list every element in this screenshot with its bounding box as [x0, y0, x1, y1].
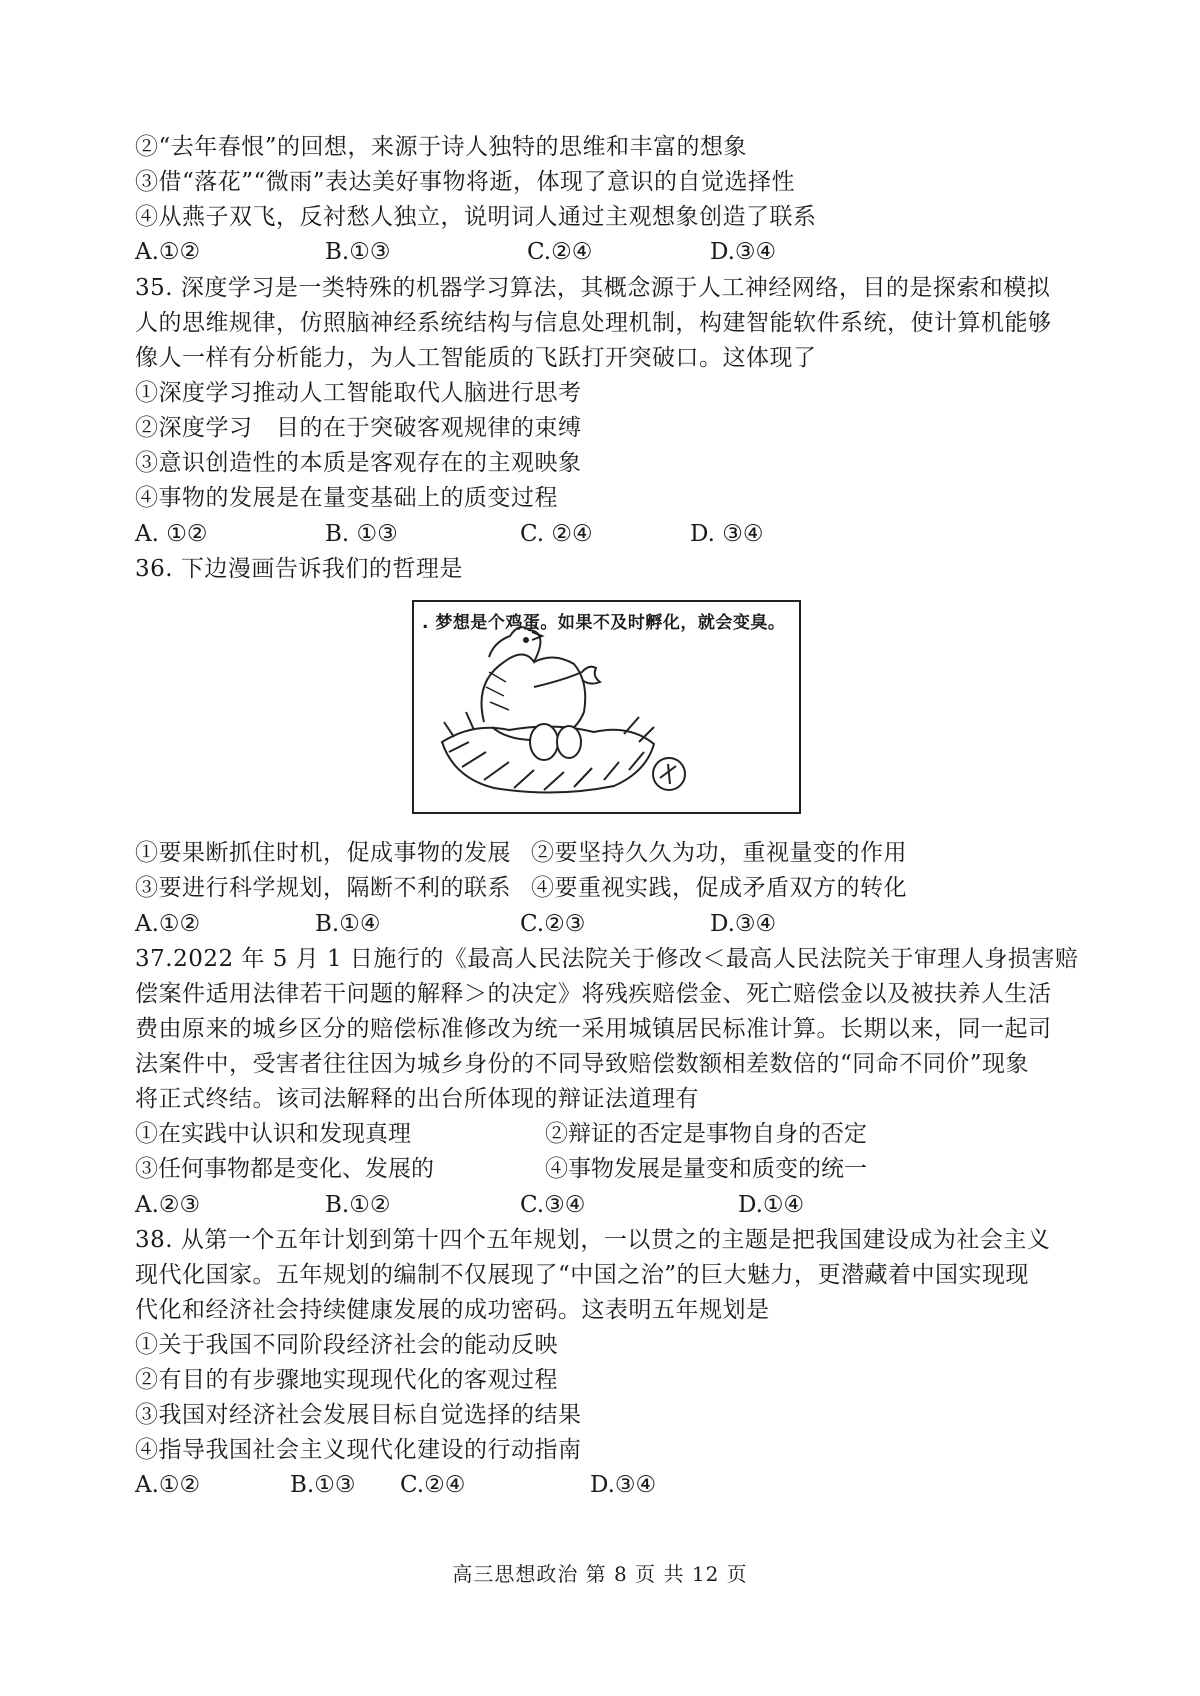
option-c: C.②④	[527, 239, 593, 265]
question-37-stem: 法案件中，受害者往往因为城乡身份的不同导致赔偿数额相差数倍的“同命不同价”现象	[135, 1051, 1030, 1077]
option-d: D.①④	[738, 1192, 805, 1218]
option-a: A.①②	[135, 911, 201, 937]
choice-line: ④从燕子双飞，反衬愁人独立，说明词人通过主观想象创造了联系	[135, 204, 817, 230]
option-d: D. ③④	[690, 521, 764, 547]
option-b: B.①③	[290, 1472, 356, 1498]
comic-illustration	[412, 600, 801, 814]
question-38-choice: ②有目的有步骤地实现现代化的客观过程	[135, 1367, 558, 1393]
option-d: D.③④	[710, 239, 777, 265]
option-c: C.②④	[400, 1472, 466, 1498]
question-37-choice: ④事物发展是量变和质变的统一	[545, 1156, 867, 1182]
question-35-choice: ③意识创造性的本质是客观存在的主观映象	[135, 450, 582, 476]
option-b: B.①②	[325, 1192, 391, 1218]
question-36-choice-row	[135, 872, 907, 904]
option-a: A.①②	[135, 1472, 201, 1498]
question-35-choice: ②深度学习 目的在于突破客观规律的束缚	[135, 415, 582, 441]
question-37-stem: 偿案件适用法律若干问题的解释＞的决定》将残疾赔偿金、死亡赔偿金以及被扶养人生活	[135, 981, 1052, 1007]
question-38-stem: 38. 从第一个五年计划到第十四个五年规划，一以贯之的主题是把我国建设成为社会主义	[135, 1227, 1051, 1253]
comic-caption: . 梦想是个鸡蛋。如果不及时孵化，就会变臭。	[422, 613, 786, 633]
question-35-stem: 像人一样有分析能力，为人工智能质的飞跃打开突破口。这体现了	[135, 345, 817, 371]
question-36-stem: 36. 下边漫画告诉我们的哲理是	[135, 556, 463, 582]
question-38-choice: ③我国对经济社会发展目标自觉选择的结果	[135, 1402, 582, 1428]
question-36-choice: ③要进行科学规划，隔断不利的联系	[135, 875, 511, 901]
question-37-choice: ①在实践中认识和发现真理	[135, 1121, 411, 1147]
option-d: D.③④	[710, 911, 777, 937]
question-36-choice: ④要重视实践，促成矛盾双方的转化	[531, 875, 907, 901]
question-35-stem: 人的思维规律，仿照脑神经系统结构与信息处理机制，构建智能软件系统，使计算机能够	[135, 310, 1052, 336]
question-38-stem: 现代化国家。五年规划的编制不仅展现了“中国之治”的巨大魅力，更潜藏着中国实现现	[135, 1262, 1030, 1288]
option-c: C.②③	[520, 911, 586, 937]
option-b: B. ①③	[325, 521, 398, 547]
hen-on-nest-drawing	[414, 602, 799, 812]
question-37-choice: ②辩证的否定是事物自身的否定	[545, 1121, 867, 1147]
option-c: C.③④	[520, 1192, 586, 1218]
question-36-choice-row	[135, 837, 907, 869]
question-38-choice: ①关于我国不同阶段经济社会的能动反映	[135, 1332, 558, 1358]
option-a: A.②③	[135, 1192, 201, 1218]
question-38-stem: 代化和经济社会持续健康发展的成功密码。这表明五年规划是	[135, 1297, 770, 1323]
question-36-choice: ②要坚持久久为功，重视量变的作用	[531, 840, 907, 866]
question-37-stem: 37.2022 年 5 月 1 日施行的《最高人民法院关于修改＜最高人民法院关于审理人身损害赔	[135, 946, 1079, 972]
choice-line: ③借“落花”“微雨”表达美好事物将逝，体现了意识的自觉选择性	[135, 169, 796, 195]
option-b: B.①③	[325, 239, 391, 265]
page-footer: 高三思想政治 第 8 页 共 12 页	[452, 1562, 748, 1586]
option-b: B.①④	[315, 911, 381, 937]
question-37-choice: ③任何事物都是变化、发展的	[135, 1156, 434, 1182]
question-37-stem: 费由原来的城乡区分的赔偿标准修改为统一采用城镇居民标准计算。长期以来，同一起司	[135, 1016, 1052, 1042]
option-c: C. ②④	[520, 521, 593, 547]
question-35-choice: ①深度学习推动人工智能取代人脑进行思考	[135, 380, 582, 406]
question-35-choice: ④事物的发展是在量变基础上的质变过程	[135, 485, 558, 511]
question-35-stem: 35. 深度学习是一类特殊的机器学习算法，其概念源于人工神经网络，目的是探索和模拟	[135, 275, 1051, 301]
question-38-choice: ④指导我国社会主义现代化建设的行动指南	[135, 1437, 582, 1463]
option-d: D.③④	[590, 1472, 657, 1498]
question-36-choice: ①要果断抓住时机，促成事物的发展	[135, 840, 511, 866]
option-a: A.①②	[135, 239, 201, 265]
option-a: A. ①②	[135, 521, 208, 547]
question-37-stem: 将正式终结。该司法解释的出台所体现的辩证法道理有	[135, 1086, 699, 1112]
choice-line: ②“去年春恨”的回想，来源于诗人独特的思维和丰富的想象	[135, 134, 748, 160]
